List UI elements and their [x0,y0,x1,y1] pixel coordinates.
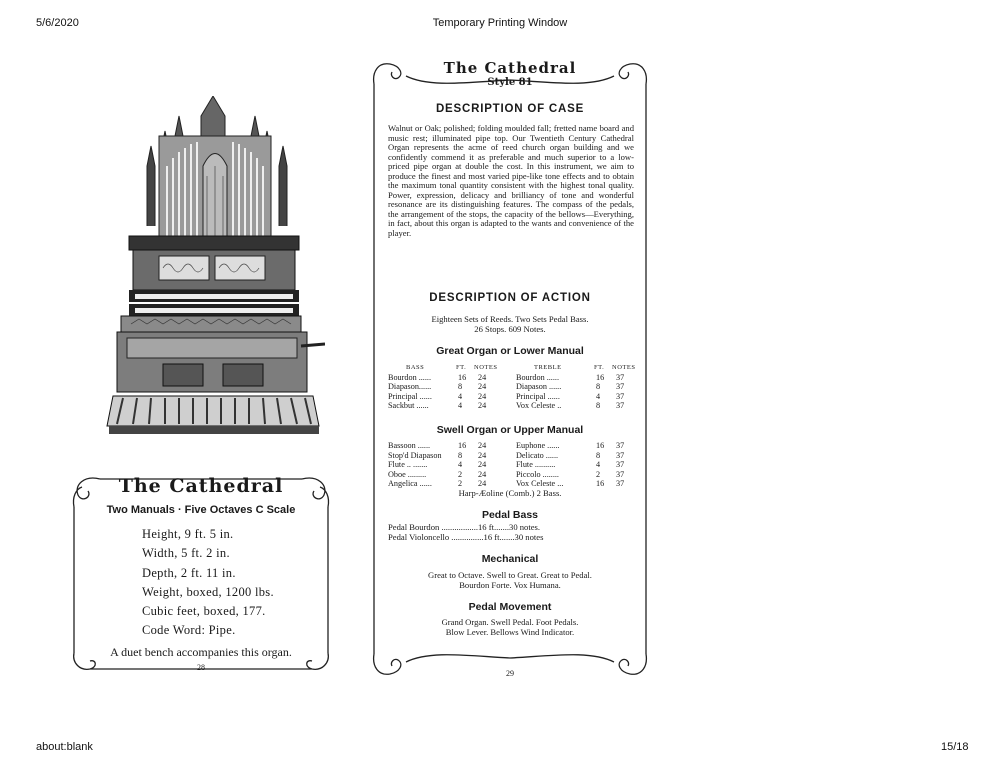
bass-feet: 8 [458,382,463,391]
table-row [388,382,638,392]
col-notes-2: NOTES [612,364,636,371]
action-heading: DESCRIPTION OF ACTION [429,292,591,304]
swell-organ-heading: Swell Organ or Upper Manual [436,424,584,436]
case-description: Walnut or Oak; polished; folding moulded fall; fretted name board and music rest; illuminated pipe top. Our Twentieth Century Cathedral Organ represents the acme of reed church organ building and we confidently commend it as preferable and much superior to a low-priced pipe organ at double the cost. In this instrument, we aim to produce the finest and most varied pipe-like tone effects and to obtain the maximum tonal quantity consistent with the highest tonal quality. Power, expression, delicacy and brilliancy of tone and wonderful resonance are its distinguishing features. The compass of the pedals, the arrangement of the stops, the capacity of the bellows—Everything, in fact, about this organ is adapted to the wants and convenience of the player. [388,123,634,238]
treble-feet: 4 [596,391,601,401]
pedal-movement-line-2: Blow Lever. Bellows Wind Indicator. [445,627,575,637]
table-row [388,470,638,480]
table-row [388,451,638,461]
left-page-title: The Cathedral [118,475,284,497]
treble-feet: 16 [596,372,605,382]
table-row [388,441,638,451]
table-header [388,363,638,373]
print-page-count: 15/18 [941,741,969,753]
treble-feet: 2 [596,469,601,479]
case-heading: DESCRIPTION OF CASE [435,103,585,115]
bass-feet: 16 [458,441,467,450]
bass-stop: Bassoon ...... [388,441,431,450]
treble-notes: 37 [616,382,625,391]
spec-code-word: Code Word: Pipe. [142,623,236,637]
left-page-subtitle: Two Manuals · Five Octaves C Scale [106,504,296,516]
bass-stop: Bourdon ...... [388,372,431,382]
bass-feet: 4 [458,401,463,410]
style-number: Style 81 [487,77,533,88]
bass-notes: 24 [478,382,487,391]
bass-notes: 24 [478,441,487,450]
right-description-panel [370,58,650,680]
treble-notes: 37 [616,469,625,479]
bass-feet: 4 [458,391,463,401]
bass-notes: 24 [478,469,487,479]
treble-stop: Diapason ...... [516,382,562,391]
bass-feet: 2 [458,479,463,488]
treble-notes: 37 [616,479,625,488]
left-spec-panel [70,467,332,680]
treble-stop: Bourdon ...... [516,372,559,382]
treble-notes: 37 [616,460,625,469]
harp-aeoline-line: Harp-Æoline (Comb.) 2 Bass. [458,488,562,498]
print-window-title: Temporary Printing Window [432,17,568,29]
duet-bench-note: A duet bench accompanies this organ. [110,645,292,659]
col-treble: TREBLE [534,364,562,371]
pedal-movement-heading: Pedal Movement [468,601,552,613]
treble-feet: 4 [596,460,601,469]
bass-stop: Principal ...... [388,391,432,401]
bass-notes: 24 [478,479,487,488]
right-page-title: The Cathedral [443,59,577,77]
treble-notes: 37 [616,450,625,460]
treble-feet: 8 [596,382,601,391]
treble-stop: Vox Celeste ... [516,479,564,488]
spec-cubic-feet: Cubic feet, boxed, 177. [142,604,266,618]
treble-notes: 37 [616,372,625,382]
treble-notes: 37 [616,401,625,410]
swell-organ-table [388,441,638,489]
treble-stop: Flute .......... [516,460,556,469]
table-row [388,460,638,470]
bass-stop: Oboe ......... [388,469,427,479]
treble-feet: 16 [596,479,605,488]
pedal-bass-heading: Pedal Bass [481,509,539,521]
table-row [388,401,638,411]
bass-feet: 8 [458,450,463,460]
col-ft-2: FT. [594,364,605,371]
spec-width: Width, 5 ft. 2 in. [142,546,230,560]
treble-stop: Principal ...... [516,391,560,401]
bass-feet: 4 [458,460,463,469]
print-date: 5/6/2020 [36,17,79,29]
print-url: about:blank [36,741,93,753]
great-organ-table [388,363,638,411]
spec-height: Height, 9 ft. 5 in. [142,527,234,541]
table-row [388,373,638,383]
right-page-number: 29 [506,669,514,678]
treble-stop: Delicato ...... [516,450,559,460]
organ-illustration [103,96,325,448]
treble-feet: 8 [596,401,601,410]
treble-stop: Piccolo ........ [516,469,559,479]
mechanical-line-1: Great to Octave. Swell to Great. Great to Pedal. [428,570,592,580]
bass-stop: Diapason...... [388,382,432,391]
table-row [388,392,638,402]
treble-stop: Euphone ...... [516,441,560,450]
bass-notes: 24 [478,372,487,382]
bass-stop: Sackbut ...... [388,401,429,410]
action-summary-2: 26 Stops. 609 Notes. [474,324,546,334]
treble-notes: 37 [616,391,625,401]
treble-feet: 8 [596,450,601,460]
pedal-movement-line-1: Grand Organ. Swell Pedal. Foot Pedals. [441,617,579,627]
pedal-violoncello-line: Pedal Violoncello ...............16 ft.......30 notes [388,532,544,542]
left-page-number: 28 [197,663,205,672]
col-notes: NOTES [474,364,498,371]
bass-notes: 24 [478,401,487,410]
treble-stop: Vox Celeste .. [516,401,562,410]
spec-weight: Weight, boxed, 1200 lbs. [142,585,274,599]
bass-stop: Angelica ...... [388,479,432,488]
bass-feet: 2 [458,469,463,479]
bass-notes: 24 [478,450,487,460]
col-ft: FT. [456,364,467,371]
col-bass: BASS [406,364,425,371]
treble-notes: 37 [616,441,625,450]
treble-feet: 16 [596,441,605,450]
pedal-bourdon-line: Pedal Bourdon .................16 ft.......30 notes. [388,522,541,532]
great-organ-heading: Great Organ or Lower Manual [436,345,584,357]
action-summary-1: Eighteen Sets of Reeds. Two Sets Pedal Bass. [431,314,589,324]
bass-feet: 16 [458,372,467,382]
mechanical-heading: Mechanical [481,553,539,565]
bass-stop: Flute .. ....... [388,460,428,469]
mechanical-line-2: Bourdon Forte. Vox Humana. [459,580,561,590]
spec-depth: Depth, 2 ft. 11 in. [142,566,236,580]
bass-notes: 24 [478,391,487,401]
bass-stop: Stop'd Diapason [388,450,442,460]
bass-notes: 24 [478,460,487,469]
